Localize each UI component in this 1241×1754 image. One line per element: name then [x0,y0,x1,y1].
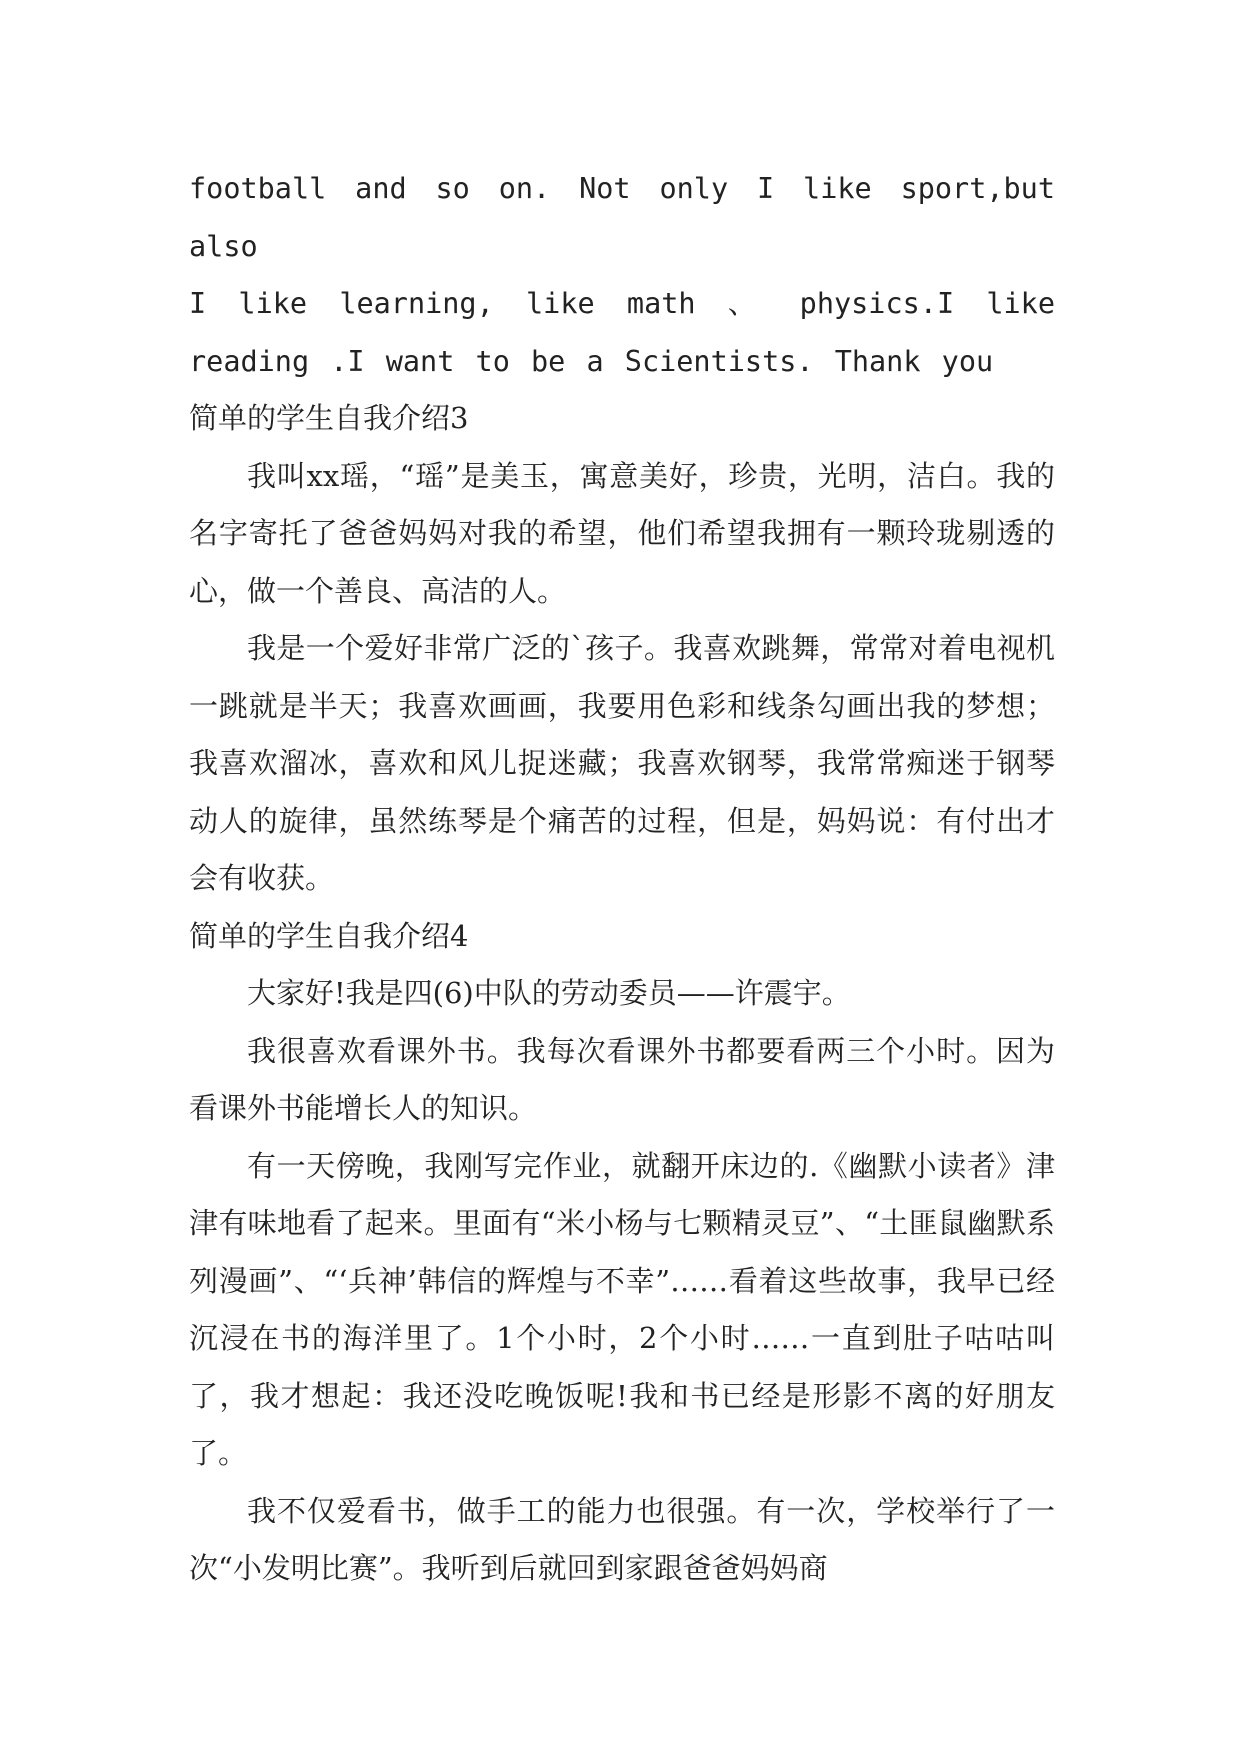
section-4-paragraph-4: 我不仅爱看书，做手工的能力也很强。有一次，学校举行了一次“小发明比赛”。我听到后就回到家跟爸爸妈妈商 [189,1493,1055,1585]
section-4-paragraph-3: 有一天傍晚，我刚写完作业，就翻开床边的.《幽默小读者》津津有味地看了起来。里面有“米小杨与七颗精灵豆”、“土匪鼠幽默系列漫画”、“‘兵神’韩信的辉煌与不幸”……看着这些故事，我早已经沉浸在书的海洋里了。1个小时，2个小时……一直到肚子咕咕叫了，我才想起：我还没吃晚饭呢!我和书已经是形影不离的好朋友了。 [189,1148,1055,1470]
section-4-paragraph-2: 我很喜欢看课外书。我每次看课外书都要看两三个小时。因为看课外书能增长人的知识。 [189,1033,1055,1125]
section-3-paragraph-1: 我叫xx瑶，“瑶”是美玉，寓意美好，珍贵，光明，洁白。我的名字寄托了爸爸妈妈对我的希望，他们希望我拥有一颗玲珑剔透的心，做一个善良、高洁的人。 [189,458,1055,608]
english-line-2: I like learning, like math 、 physics.I like [189,287,1055,320]
section-3-paragraph-2: 我是一个爱好非常广泛的`孩子。我喜欢跳舞，常常对着电视机一跳就是半天；我喜欢画画，我要用色彩和线条勾画出我的梦想；我喜欢溜冰，喜欢和风儿捉迷藏；我喜欢钢琴，我常常痴迷于钢琴动人的旋律，虽然练琴是个痛苦的过程，但是，妈妈说：有付出才会有收获。 [189,631,1055,895]
section-4-paragraph-1: 大家好!我是四(6)中队的劳动委员——许震宇。 [247,976,851,1010]
document-page [189,160,1055,1598]
section-4-heading: 简单的学生自我介绍4 [189,918,469,953]
english-line-1: football and so on. Not only I like sport,but also [189,172,1055,263]
section-3-heading: 简单的学生自我介绍3 [189,401,469,435]
english-line-3: reading .I want to be a Scientists. Thank you [189,344,994,378]
